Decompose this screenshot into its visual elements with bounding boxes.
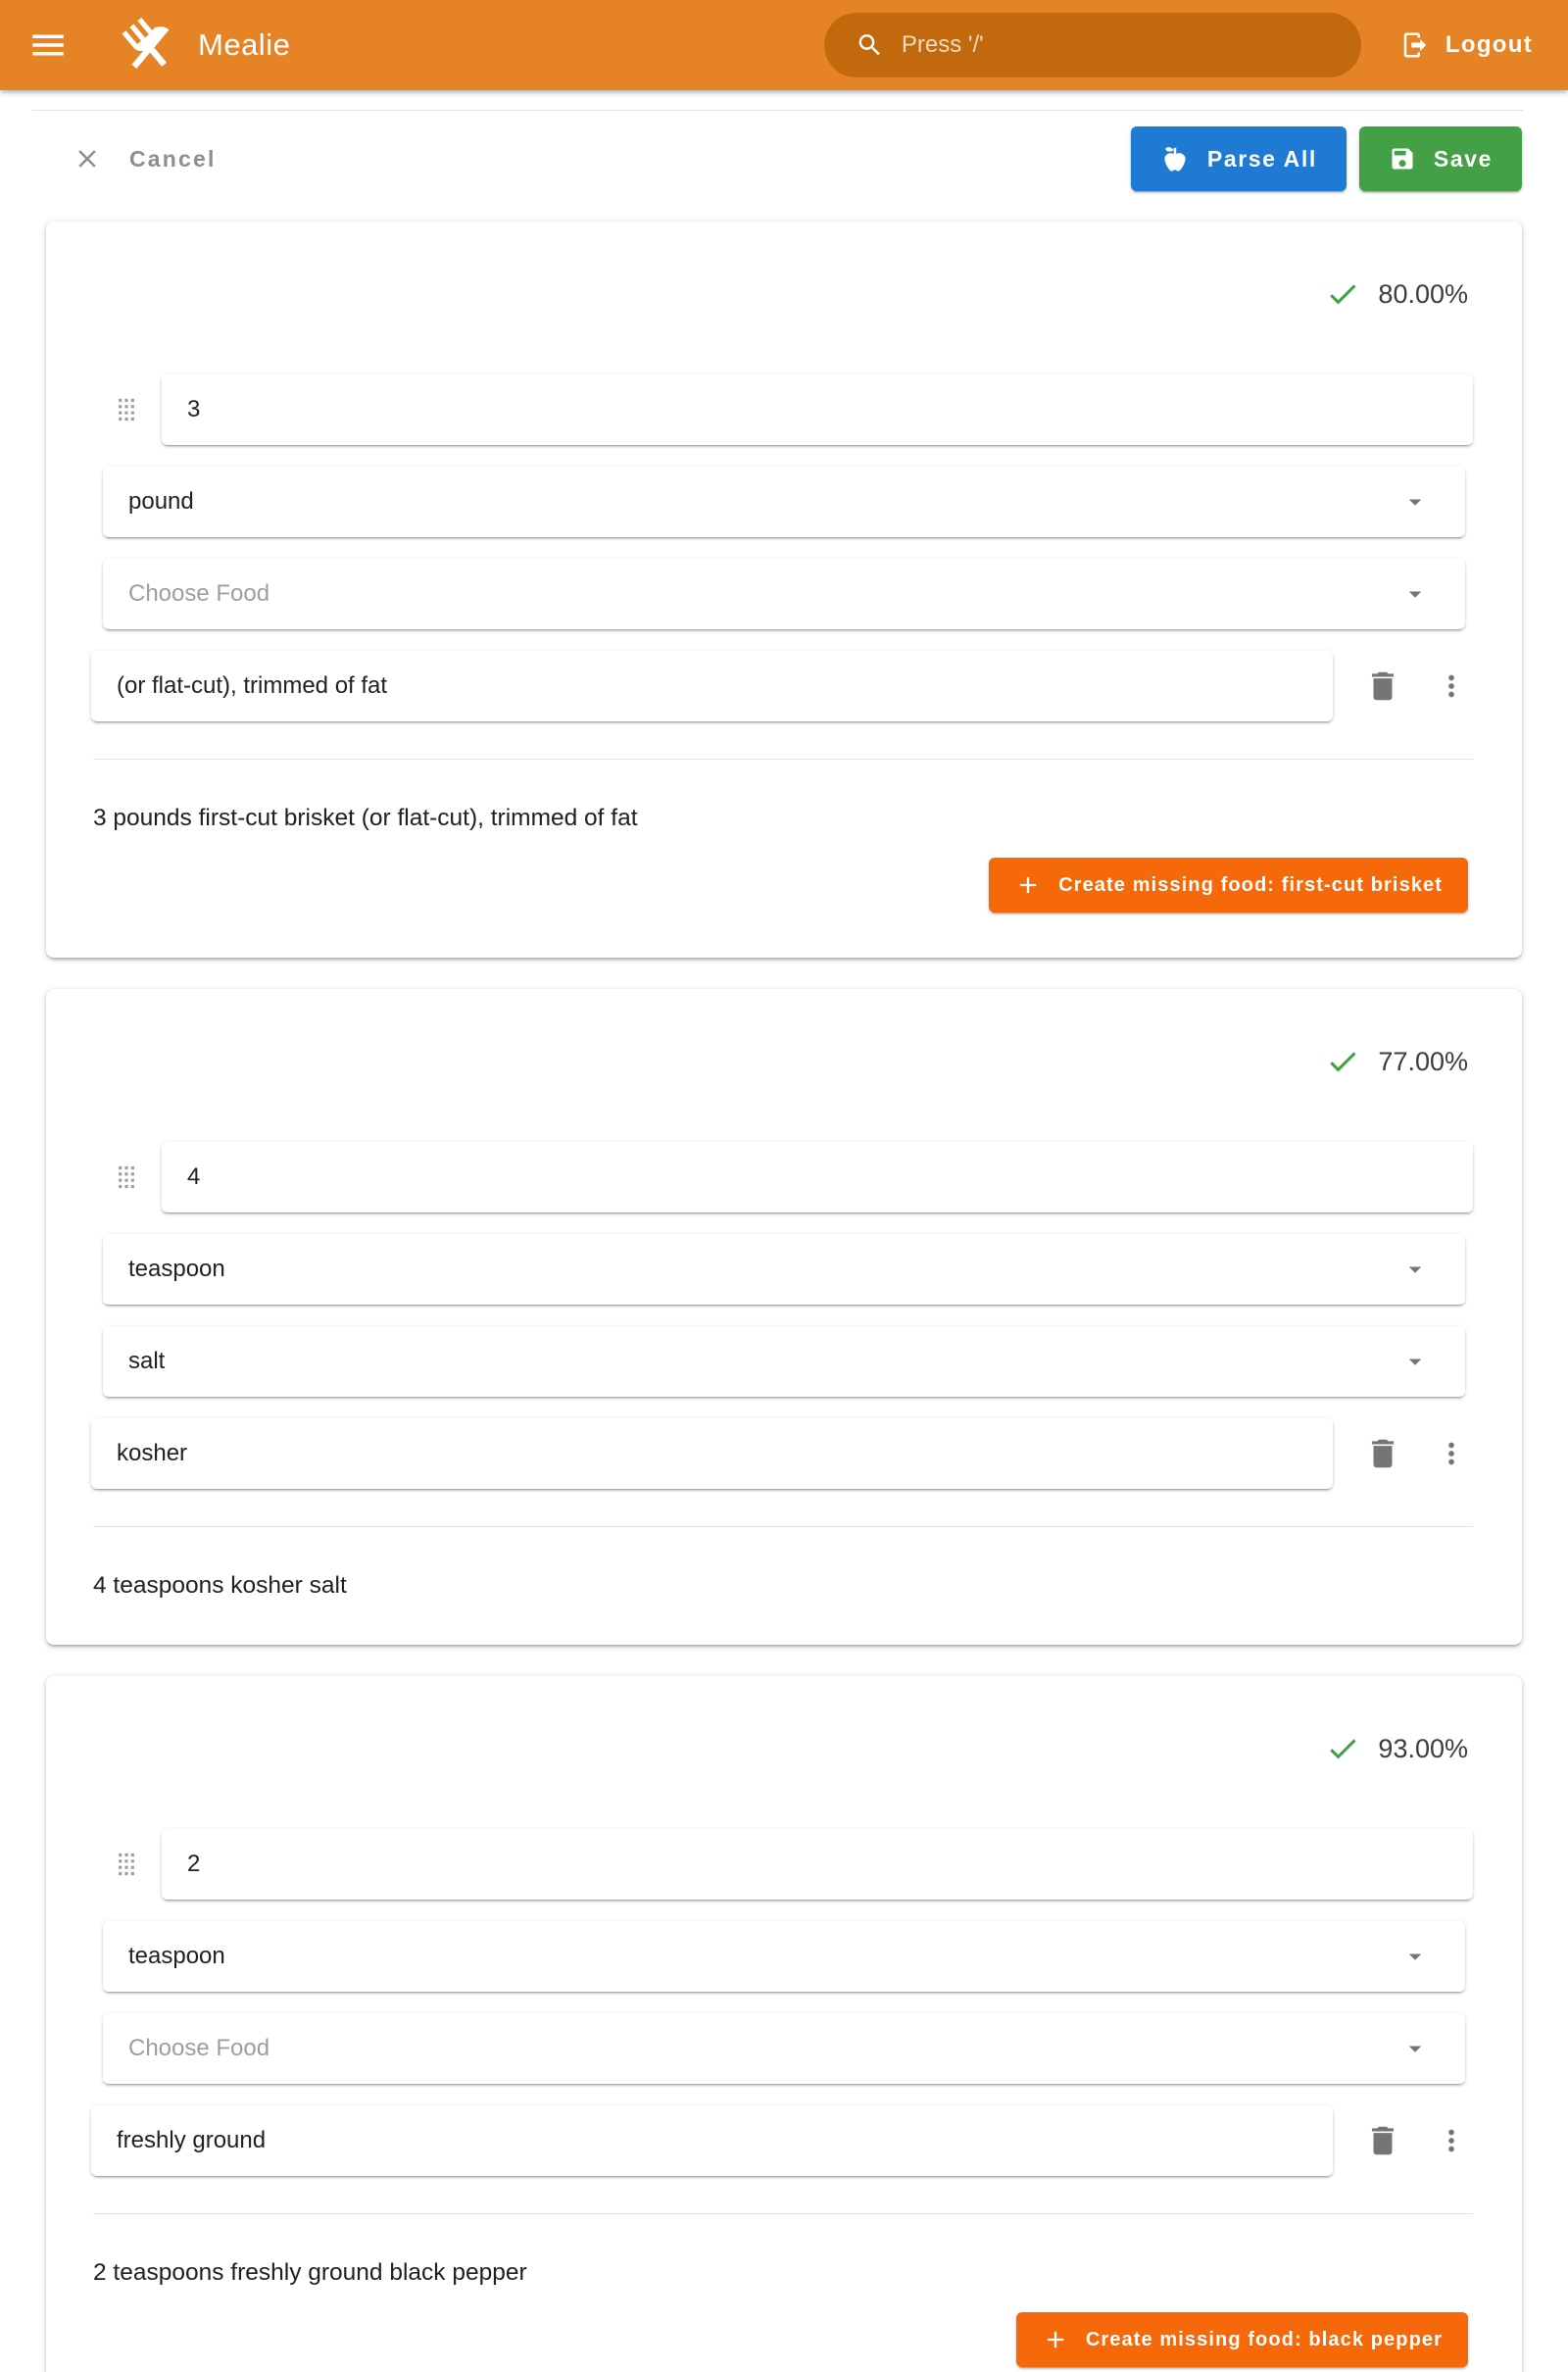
save-label: Save — [1433, 145, 1493, 172]
unit-row — [46, 1234, 1522, 1305]
unit-row — [46, 467, 1522, 537]
hamburger-icon — [27, 25, 69, 66]
confidence-row — [46, 1731, 1522, 1766]
trash-icon — [1364, 2122, 1401, 2159]
quantity-input[interactable] — [162, 1829, 1473, 1900]
unit-select[interactable] — [103, 1921, 1465, 1992]
ingredient-card — [46, 1676, 1522, 2372]
note-row — [46, 651, 1522, 721]
food-select-value: Choose Food — [128, 580, 270, 607]
toolbar-actions — [1131, 126, 1522, 191]
ingredient-cards — [46, 222, 1522, 2372]
kebab-menu-icon — [1435, 669, 1468, 703]
chevron-down-icon — [1400, 487, 1430, 517]
hamburger-menu-button[interactable] — [27, 25, 69, 66]
food-row — [46, 559, 1522, 629]
drag-grid-icon — [108, 391, 145, 428]
plus-icon — [1042, 2326, 1069, 2353]
drag-handle[interactable] — [108, 391, 145, 428]
confidence-value: 93.00% — [1378, 1733, 1468, 1763]
card-divider — [93, 2213, 1473, 2214]
card-divider — [93, 759, 1473, 760]
search-icon — [856, 29, 884, 61]
unit-select-value: teaspoon — [128, 1943, 225, 1969]
unit-select-value: pound — [128, 488, 194, 515]
create-missing-food-button[interactable] — [1016, 2312, 1468, 2367]
search-bar[interactable] — [824, 13, 1361, 77]
chevron-down-icon — [1400, 2034, 1430, 2063]
drag-handle[interactable] — [108, 1846, 145, 1883]
quantity-input[interactable] — [162, 1142, 1473, 1212]
original-ingredient-text: 4 teaspoons kosher salt — [93, 1572, 347, 1599]
apple-icon — [1160, 144, 1190, 173]
missing-food-row — [46, 858, 1522, 913]
note-row — [46, 2105, 1522, 2176]
check-icon — [1325, 1731, 1360, 1766]
original-ingredient-text: 2 teaspoons freshly ground black pepper — [93, 2259, 527, 2286]
confidence-row — [46, 276, 1522, 312]
chevron-down-icon — [1400, 1942, 1430, 1971]
kebab-menu-icon — [1435, 1437, 1468, 1470]
food-select-value: Choose Food — [128, 2035, 270, 2061]
unit-select[interactable] — [103, 1234, 1465, 1305]
chevron-down-icon — [1400, 1255, 1430, 1284]
note-row — [46, 1418, 1522, 1489]
logout-button[interactable] — [1395, 21, 1539, 70]
plus-icon — [1014, 871, 1042, 899]
delete-ingredient-button[interactable] — [1364, 2122, 1401, 2159]
drag-grid-icon — [108, 1846, 145, 1883]
trash-icon — [1364, 1435, 1401, 1472]
confidence-row — [46, 1044, 1522, 1079]
kebab-menu-icon — [1435, 2124, 1468, 2157]
more-options-button[interactable] — [1435, 2124, 1468, 2157]
header-divider — [32, 110, 1523, 111]
food-select-value: salt — [128, 1348, 166, 1374]
cancel-button[interactable] — [46, 132, 226, 185]
card-divider — [93, 1526, 1473, 1527]
check-icon — [1325, 1044, 1360, 1079]
chevron-down-icon — [1400, 579, 1430, 609]
note-input[interactable] — [91, 651, 1333, 721]
confidence-value: 80.00% — [1378, 278, 1468, 309]
close-icon — [73, 144, 102, 173]
missing-food-row — [46, 2312, 1522, 2367]
save-icon — [1389, 145, 1416, 173]
quantity-input[interactable] — [162, 374, 1473, 445]
ingredient-card — [46, 989, 1522, 1645]
food-row — [46, 1326, 1522, 1397]
more-options-button[interactable] — [1435, 1437, 1468, 1470]
app-bar — [0, 0, 1568, 90]
food-select[interactable] — [103, 559, 1465, 629]
unit-row — [46, 1921, 1522, 1992]
create-missing-food-label: Create missing food: first-cut brisket — [1058, 873, 1443, 896]
check-icon — [1325, 276, 1360, 312]
delete-ingredient-button[interactable] — [1364, 1435, 1401, 1472]
cancel-label: Cancel — [129, 145, 217, 172]
food-row — [46, 2013, 1522, 2084]
note-input[interactable] — [91, 1418, 1333, 1489]
parse-all-label: Parse All — [1206, 145, 1317, 172]
logout-icon — [1400, 30, 1430, 60]
parse-all-button[interactable] — [1131, 126, 1347, 191]
app-title: Mealie — [198, 27, 291, 62]
save-button[interactable] — [1359, 126, 1522, 191]
note-input[interactable] — [91, 2105, 1333, 2176]
search-input[interactable] — [902, 31, 1338, 59]
chevron-down-icon — [1400, 1347, 1430, 1376]
quantity-row — [46, 1142, 1522, 1212]
create-missing-food-label: Create missing food: black pepper — [1085, 2328, 1443, 2350]
mealie-logo-icon — [118, 15, 178, 75]
food-select[interactable] — [103, 1326, 1465, 1397]
delete-ingredient-button[interactable] — [1364, 667, 1401, 705]
more-options-button[interactable] — [1435, 669, 1468, 703]
unit-select-value: teaspoon — [128, 1256, 225, 1282]
quantity-row — [46, 1829, 1522, 1900]
trash-icon — [1364, 667, 1401, 705]
parser-toolbar — [46, 126, 1522, 191]
confidence-value: 77.00% — [1378, 1046, 1468, 1076]
drag-grid-icon — [108, 1159, 145, 1196]
logout-label: Logout — [1445, 31, 1533, 58]
quantity-row — [46, 374, 1522, 445]
food-select[interactable] — [103, 2013, 1465, 2084]
create-missing-food-button[interactable] — [989, 858, 1468, 913]
original-ingredient-text: 3 pounds first-cut brisket (or flat-cut), trimmed of fat — [93, 805, 638, 831]
drag-handle[interactable] — [108, 1159, 145, 1196]
unit-select[interactable] — [103, 467, 1465, 537]
ingredient-card — [46, 222, 1522, 958]
